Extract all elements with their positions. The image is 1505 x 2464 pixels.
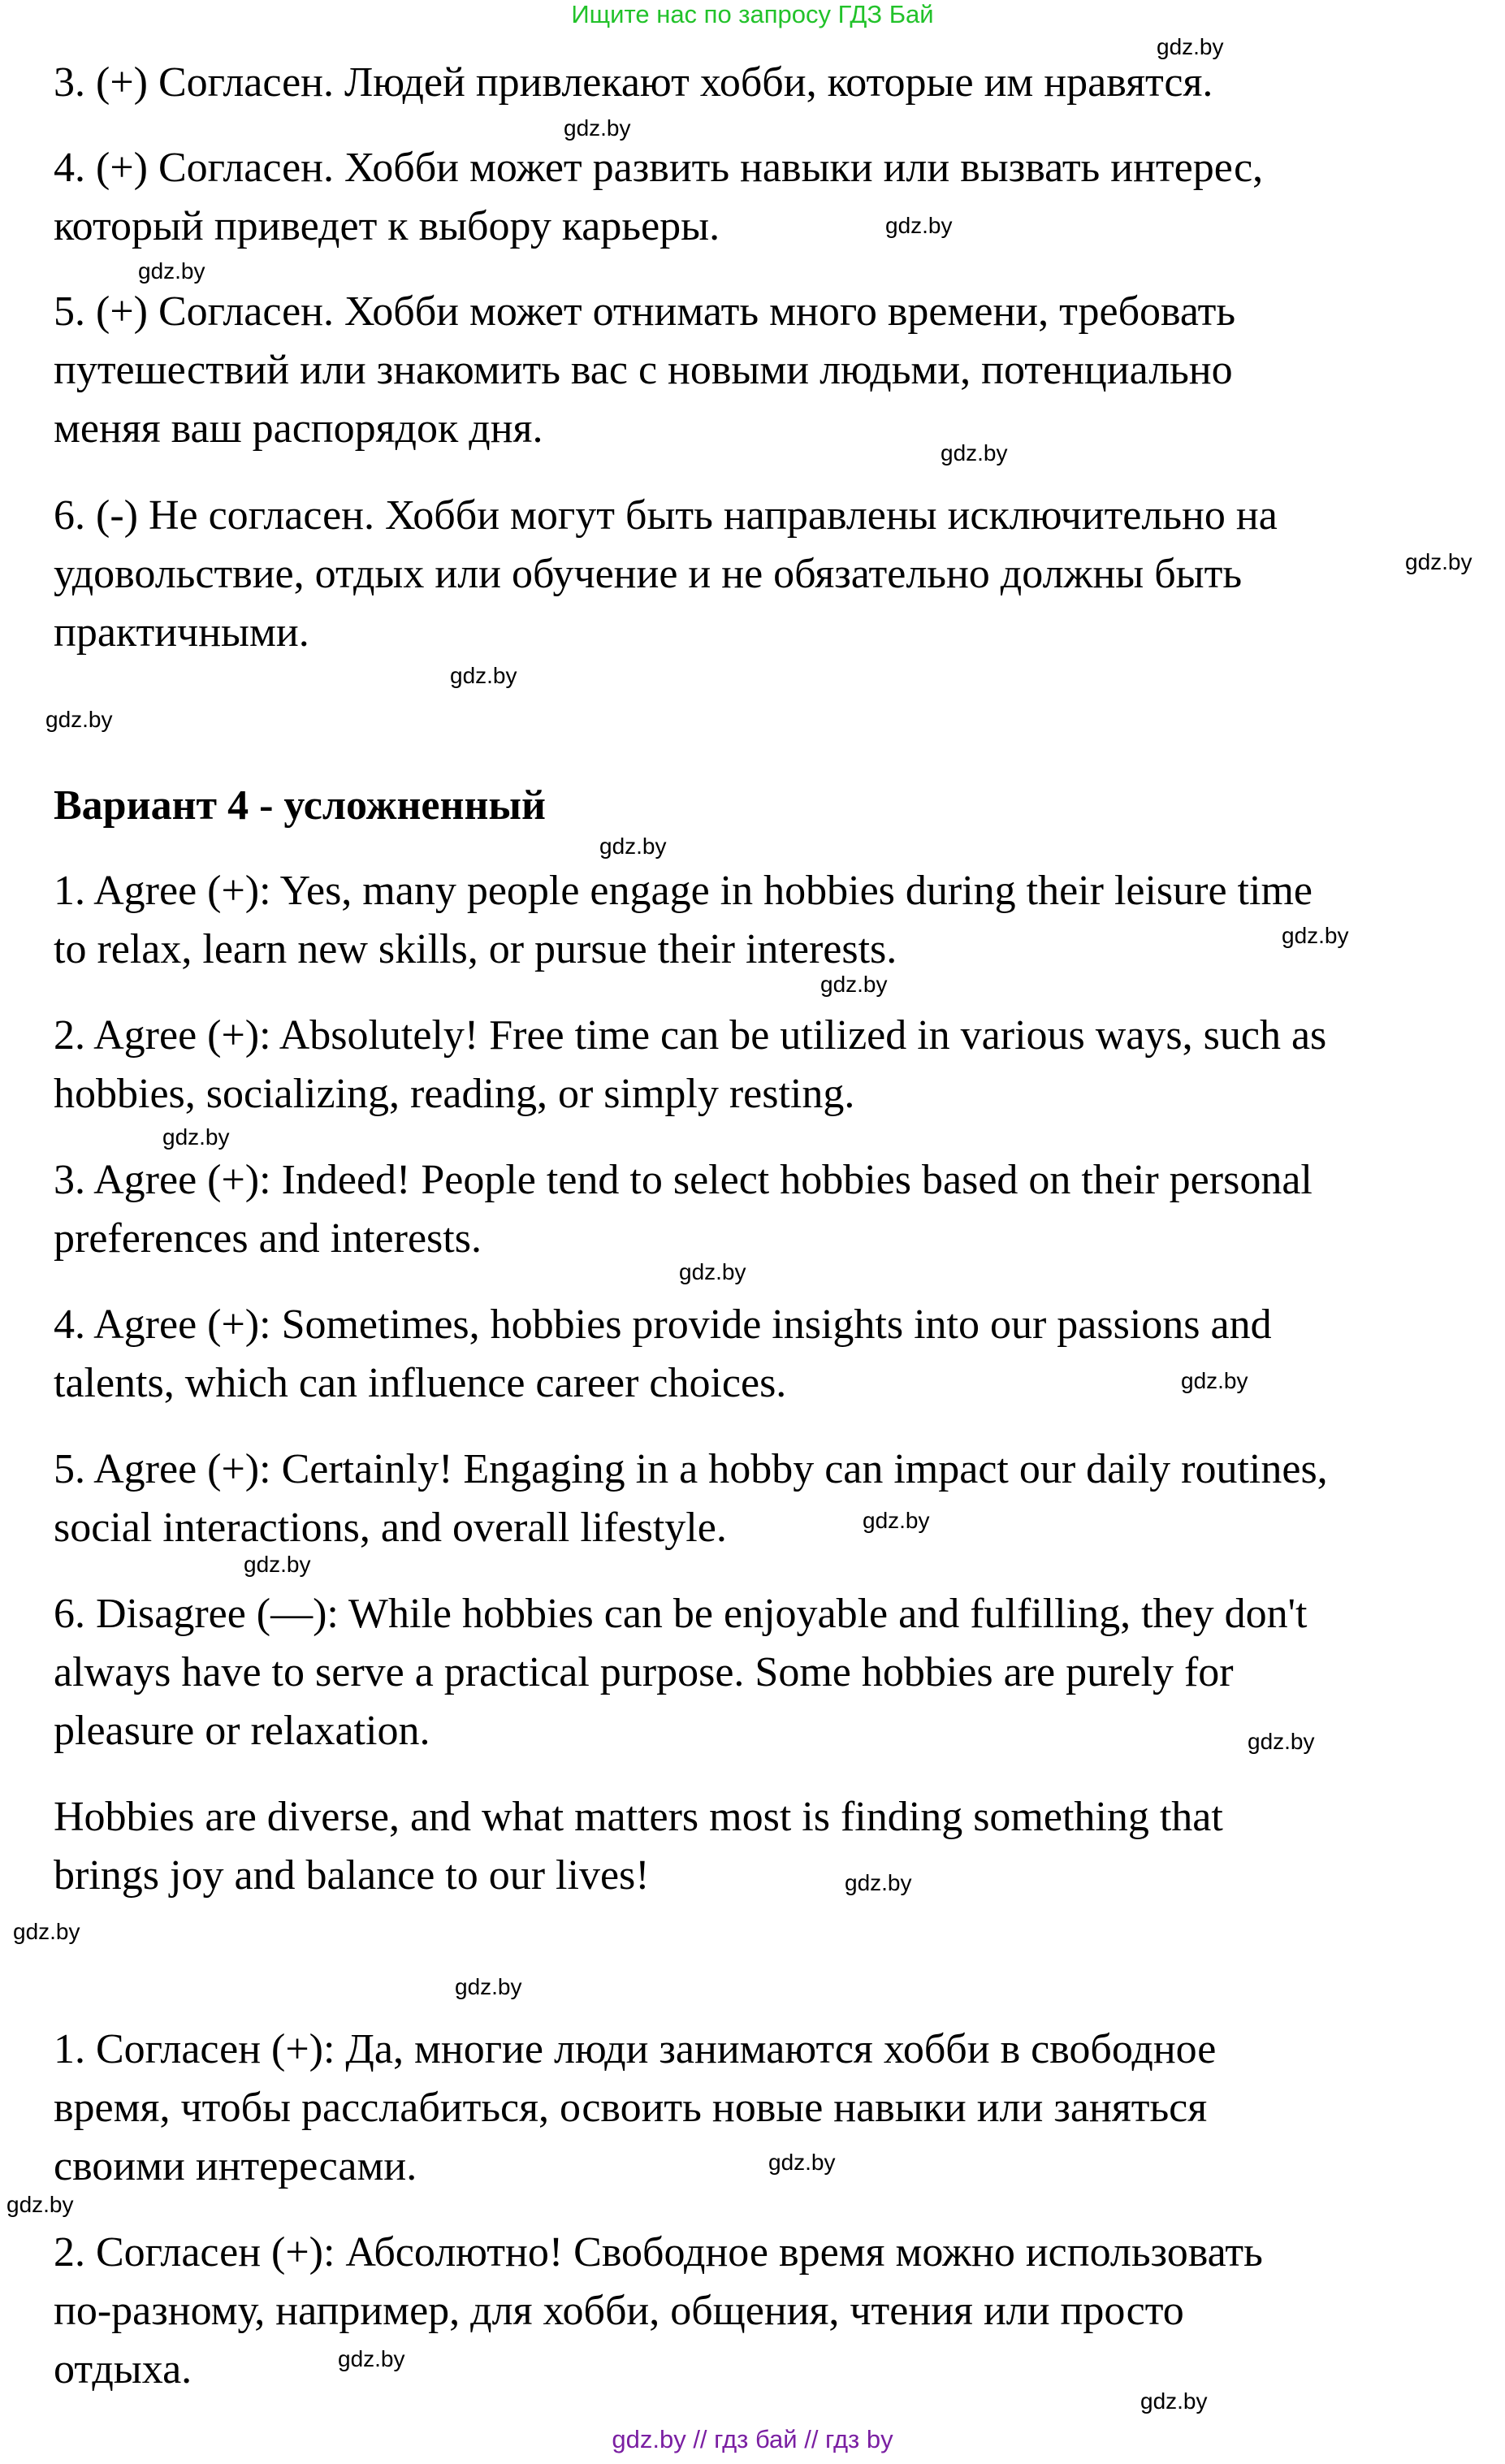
site-banner: Ищите нас по запросу ГДЗ Бай bbox=[571, 0, 934, 28]
watermark: gdz.by bbox=[885, 213, 953, 238]
section-heading: Вариант 4 - усложненный bbox=[54, 782, 546, 829]
watermark: gdz.by bbox=[13, 1919, 80, 1944]
watermark: gdz.by bbox=[1282, 923, 1349, 948]
text-line: pleasure or relaxation. bbox=[54, 1708, 430, 1754]
text-line: 3. (+) Согласен. Людей привлекают хобби, которые им нравятся. bbox=[54, 59, 1213, 106]
text-line: 1. Согласен (+): Да, многие люди занимаются хобби в свободное bbox=[54, 2026, 1217, 2072]
text-line: практичными. bbox=[54, 609, 309, 656]
text-line: preferences and interests. bbox=[54, 1215, 482, 1262]
text-line: отдыха. bbox=[54, 2346, 192, 2393]
watermark: gdz.by bbox=[45, 707, 113, 732]
text-line: время, чтобы расслабиться, освоить новые навыки или заняться bbox=[54, 2085, 1208, 2131]
text-line: social interactions, and overall lifestyle. bbox=[54, 1505, 727, 1551]
watermark: gdz.by bbox=[1248, 1729, 1315, 1754]
text-line: to relax, learn new skills, or pursue their interests. bbox=[54, 926, 897, 972]
text-line: 6. Disagree (—): While hobbies can be enjoyable and fulfilling, they don't bbox=[54, 1591, 1308, 1637]
text-line: 4. Agree (+): Sometimes, hobbies provide insights into our passions and bbox=[54, 1301, 1272, 1348]
text-line: always have to serve a practical purpose. Some hobbies are purely for bbox=[54, 1649, 1234, 1695]
watermark: gdz.by bbox=[820, 972, 888, 997]
text-line: brings joy and balance to our lives! bbox=[54, 1852, 650, 1899]
text-line: путешествий или знакомить вас с новыми людьми, потенциально bbox=[54, 347, 1233, 393]
watermark: gdz.by bbox=[1405, 549, 1473, 574]
watermark: gdz.by bbox=[6, 2192, 74, 2217]
watermark: gdz.by bbox=[1181, 1368, 1248, 1393]
watermark: gdz.by bbox=[338, 2346, 405, 2371]
watermark: gdz.by bbox=[450, 663, 517, 688]
watermark: gdz.by bbox=[138, 258, 205, 284]
text-line: Hobbies are diverse, and what matters most is finding something that bbox=[54, 1794, 1223, 1840]
text-line: меняя ваш распорядок дня. bbox=[54, 405, 543, 452]
text-line: 6. (-) Не согласен. Хобби могут быть направлены исключительно на bbox=[54, 492, 1278, 539]
watermark: gdz.by bbox=[244, 1552, 311, 1577]
site-footer: gdz.by // гдз бай // гдз by bbox=[612, 2425, 893, 2453]
watermark: gdz.by bbox=[845, 1870, 912, 1895]
text-line: 5. (+) Согласен. Хобби может отнимать много времени, требовать bbox=[54, 288, 1236, 335]
watermark: gdz.by bbox=[768, 2150, 836, 2175]
watermark: gdz.by bbox=[455, 1974, 522, 1999]
watermark: gdz.by bbox=[599, 834, 667, 859]
text-line: hobbies, socializing, reading, or simply resting. bbox=[54, 1071, 855, 1117]
text-line: 2. Agree (+): Absolutely! Free time can be utilized in various ways, such as bbox=[54, 1012, 1327, 1059]
text-line: по-разному, например, для хобби, общения, чтения или просто bbox=[54, 2288, 1184, 2334]
watermark: gdz.by bbox=[1157, 34, 1224, 59]
watermark: gdz.by bbox=[941, 440, 1008, 466]
text-line: 2. Согласен (+): Абсолютно! Свободное время можно использовать bbox=[54, 2229, 1263, 2276]
text-line: 5. Agree (+): Certainly! Engaging in a hobby can impact our daily routines, bbox=[54, 1446, 1328, 1492]
watermark: gdz.by bbox=[679, 1259, 746, 1284]
text-line: удовольствие, отдых или обучение и не обязательно должны быть bbox=[54, 551, 1243, 597]
text-line: своими интересами. bbox=[54, 2143, 417, 2189]
watermark: gdz.by bbox=[564, 115, 631, 141]
text-line: который приведет к выбору карьеры. bbox=[54, 203, 720, 249]
watermark: gdz.by bbox=[863, 1508, 930, 1533]
text-line: 4. (+) Согласен. Хобби может развить навыки или вызвать интерес, bbox=[54, 145, 1264, 191]
watermark: gdz.by bbox=[162, 1124, 230, 1150]
text-line: 3. Agree (+): Indeed! People tend to select hobbies based on their personal bbox=[54, 1157, 1313, 1203]
text-line: talents, which can influence career choices. bbox=[54, 1360, 787, 1406]
watermark: gdz.by bbox=[1140, 2388, 1208, 2414]
text-line: 1. Agree (+): Yes, many people engage in hobbies during their leisure time bbox=[54, 868, 1313, 914]
